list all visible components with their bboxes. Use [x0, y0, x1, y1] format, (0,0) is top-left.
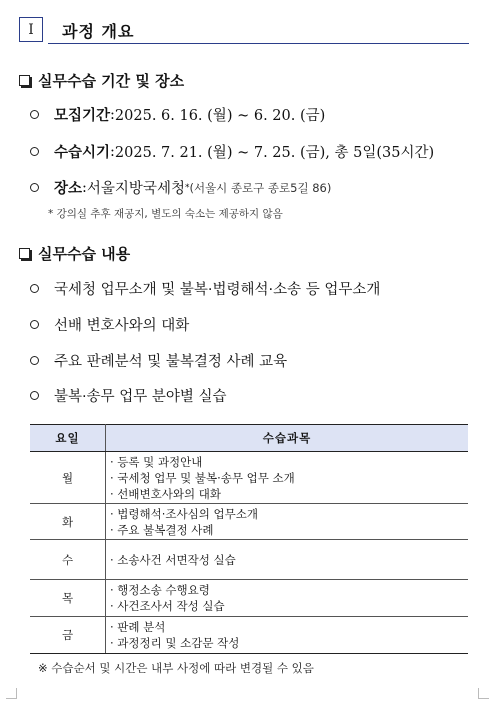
checkbox-square-icon [19, 75, 30, 86]
section-number: I [28, 21, 34, 38]
circle-bullet-icon [30, 391, 39, 400]
period-item-training: 수습시기 : 2025. 7. 21. (월) ~ 7. 25. (금), 총 5일(35시간) [30, 141, 434, 162]
place-note: * 강의실 추후 재공지, 별도의 숙소는 제공하지 않음 [48, 208, 283, 220]
subjects-cell: · 소송사건 서면작성 실습 [106, 540, 469, 580]
circle-bullet-icon [30, 110, 39, 119]
place-address: (서울시 종로구 종로5길 86) [189, 180, 332, 195]
day-cell: 월 [30, 452, 106, 504]
table-row [30, 617, 468, 654]
table-row [30, 452, 468, 504]
period-heading-text: 실무수습 기간 및 장소 [38, 72, 185, 90]
period-item-place: 장소 : 서울지방국세청 * (서울시 종로구 종로5길 86) [30, 177, 331, 198]
table-row [30, 580, 468, 617]
circle-bullet-icon [30, 147, 39, 156]
item-value: 서울지방국세청 [86, 181, 185, 197]
section-number-box [19, 17, 43, 42]
subjects-cell: · 법령해석·조사심의 업무소개 · 주요 불복결정 사례 [106, 504, 469, 540]
table-row [30, 504, 468, 540]
day-cell: 금 [30, 617, 106, 654]
subjects-cell: · 행정소송 수행요령 · 사건조사서 작성 실습 [106, 580, 469, 617]
day-cell: 화 [30, 504, 106, 540]
content-item: 국세청 업무소개 및 불복·법령해석·소송 등 업무소개 [30, 278, 380, 299]
header-subjects: 수습과목 [106, 425, 469, 452]
period-heading [19, 70, 184, 91]
subjects-cell: · 판례 분석 · 과정정리 및 소감문 작성 [106, 617, 469, 654]
circle-bullet-icon [30, 356, 39, 365]
content-item: 주요 판례분석 및 불복결정 사례 교육 [30, 350, 287, 371]
subjects-cell: · 등록 및 과정안내 · 국세청 업무 및 불복·송무 업무 소개 · 선배변호사와의 대화 [106, 452, 469, 504]
circle-bullet-icon [30, 320, 39, 329]
content-item: 선배 변호사와의 대화 [30, 314, 189, 335]
item-value: 2025. 6. 16. (월) ~ 6. 20. (금) [114, 108, 326, 124]
day-cell: 수 [30, 540, 106, 580]
footnote: ※ 수습순서 및 시간은 내부 사정에 따라 변경될 수 있음 [38, 661, 314, 675]
item-label: 수습시기 [54, 145, 111, 161]
day-cell: 목 [30, 580, 106, 617]
content-heading-text: 실무수습 내용 [38, 245, 131, 263]
content-item: 불복·송무 업무 분야별 실습 [30, 385, 227, 406]
period-item-recruit: 모집기간 : 2025. 6. 16. (월) ~ 6. 20. (금) [30, 104, 325, 125]
content-heading [19, 243, 130, 264]
table-row [30, 540, 468, 580]
table-header-row [30, 425, 468, 452]
section-divider [48, 43, 469, 44]
item-value: 2025. 7. 21. (월) ~ 7. 25. (금), 총 5일(35시간) [114, 145, 435, 161]
item-label: 장소 [54, 181, 83, 197]
item-value-note-mark: * [184, 182, 190, 193]
page-corner-mark [6, 688, 17, 699]
section-title: 과정 개요 [62, 22, 135, 41]
header-day: 요일 [30, 425, 106, 452]
schedule-table [30, 424, 468, 654]
circle-bullet-icon [30, 284, 39, 293]
page-corner-mark [478, 688, 489, 699]
item-label: 모집기간 [54, 108, 111, 124]
circle-bullet-icon [30, 183, 39, 192]
checkbox-square-icon [19, 248, 30, 259]
